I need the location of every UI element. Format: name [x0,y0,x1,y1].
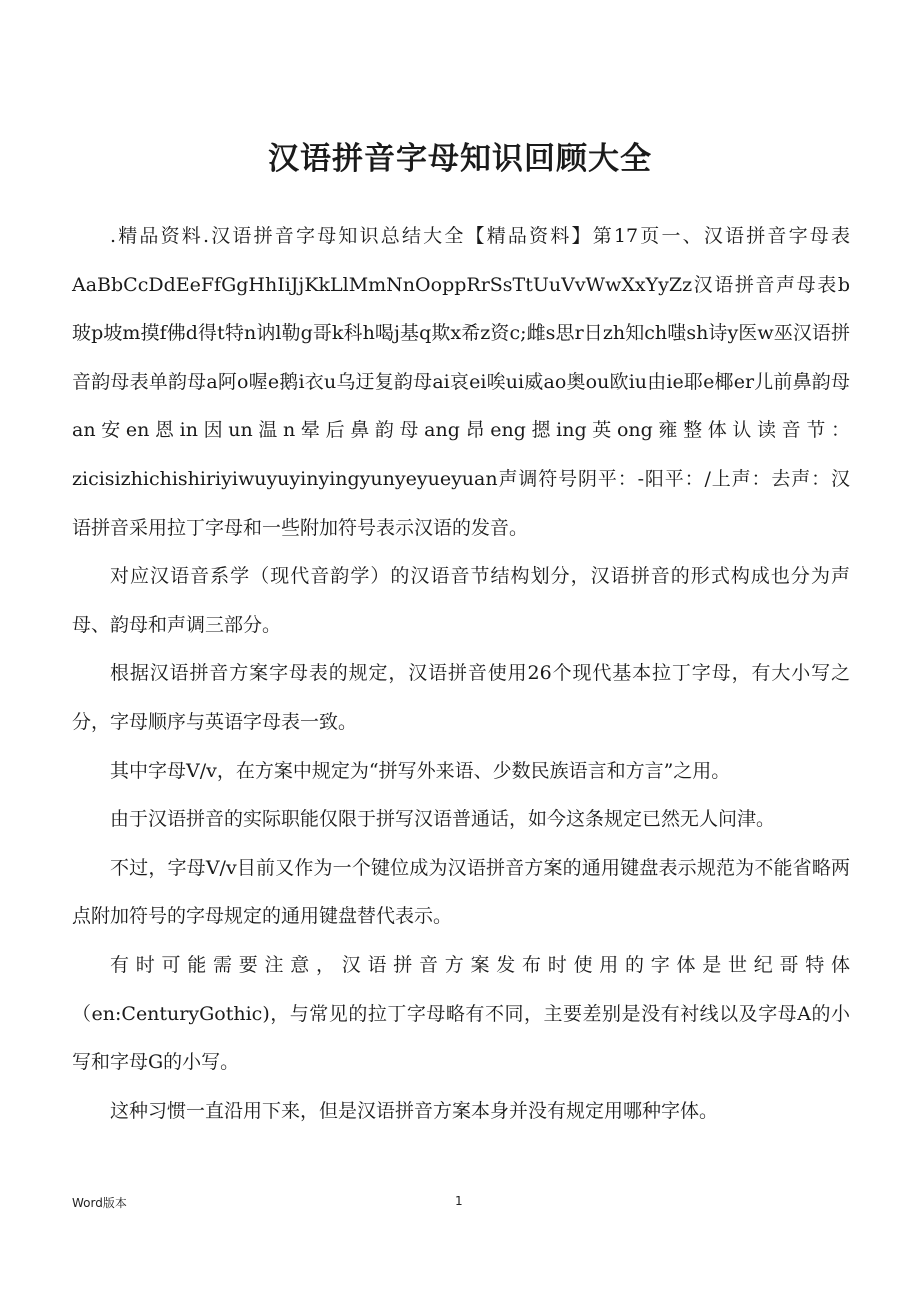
paragraph-4: 其中字母V/v，在方案中规定为“拼写外来语、少数民族语言和方言”之用。 [110,759,731,782]
paragraph-6: 不过，字母V/v目前又作为一个键位成为汉语拼音方案的通用键盘表示规范为不能省略两点附加符号的字母规定的通用键盘替代表示。 [72,856,850,928]
document-body [72,212,850,1135]
paragraph-7: 有时可能需要注意，汉语拼音方案发布时使用的字体是世纪哥特体（en:CenturyGothic)，与常见的拉丁字母略有不同，主要差别是没有衬线以及字母A的小写和字母G的小写。 [72,953,850,1074]
paragraph-3: 根据汉语拼音方案字母表的规定，汉语拼音使用26个现代基本拉丁字母，有大小写之分，字母顺序与英语字母表一致。 [72,662,850,733]
page-footer [0,1194,920,1214]
paragraph-8: 这种习惯一直沿用下来，但是汉语拼音方案本身并没有规定用哪种字体。 [110,1099,719,1122]
paragraph-1: .精品资料.汉语拼音字母知识总结大全【精品资料】第17页一、汉语拼音字母表AaBbCcDdEeFfGgHhIiJjKkLlMmNnOoppRrSsTtUuVvWwXxYyZz汉语拼音声母表b玻p坡m摸f佛d得t特n讷l勒g哥k科h喝j基q欺x希z资c;雌s思r日zh知ch嗤sh诗y医w巫汉语拼音韵母表单韵母a阿o喔e鹅i衣u乌迂复韵母ai哀ei唉ui威ao奥ou欧iu由ie耶e椰er儿前鼻韵母an安en恩in因un温n晕后鼻韵母ang昂eng摁ing英ong雍整体认读音节：zicisizhichishiriyiwuyuyinyingyunyeyueyuan声调符号阴平：-阳平：/上声：去声：汉语拼音采用拉丁字母和一些附加符号表示汉语的发音。 [72,225,850,539]
paragraph-2: 对应汉语音系学（现代音韵学）的汉语音节结构划分，汉语拼音的形式构成也分为声母、韵母和声调三部分。 [72,565,850,636]
footer-version-label: Word版本 [72,1196,127,1210]
document-title: 汉语拼音字母知识回顾大全 [268,141,652,177]
page-number: 1 [455,1194,463,1208]
paragraph-5: 由于汉语拼音的实际职能仅限于拼写汉语普通话，如今这条规定已然无人问津。 [110,808,776,831]
